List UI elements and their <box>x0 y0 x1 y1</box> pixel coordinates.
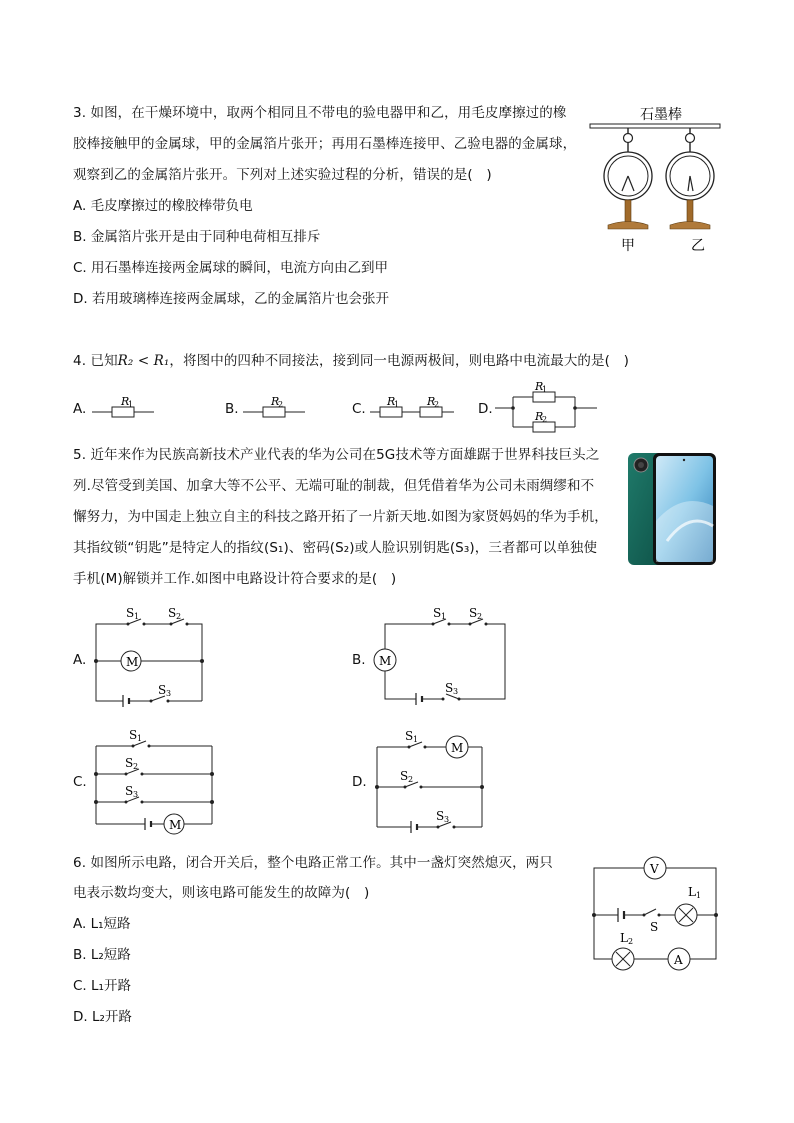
r2-sub: 2 <box>434 400 440 409</box>
svg-text:1: 1 <box>696 891 702 900</box>
q6-option-b[interactable]: B. L₂短路 <box>73 947 131 963</box>
q3-option-a[interactable]: A. 毛皮摩擦过的橡胶棒带负电 <box>73 198 253 214</box>
svg-text:2: 2 <box>628 937 634 946</box>
switch-label: S <box>650 920 659 934</box>
svg-text:1: 1 <box>134 612 140 621</box>
s1-label: S <box>433 606 442 620</box>
s2-label: S <box>125 756 134 770</box>
q6-option-c[interactable]: C. L₁开路 <box>73 978 131 994</box>
s1-label: S <box>129 728 138 742</box>
q6-stem-line-2: 电表示数均变大，则该电路可能发生的故障为( ) <box>73 885 370 901</box>
svg-text:3: 3 <box>133 790 139 799</box>
svg-text:1: 1 <box>441 612 447 621</box>
q6-stem-line-1: 6. 如图所示电路，闭合开关后，整个电路正常工作。其中一盏灯突然熄灭，两只 <box>73 855 553 871</box>
q3-stem-line-2: 胶棒接触甲的金属球，甲的金属箔片张开；再用石墨棒连接甲、乙验电器的金属球， <box>73 136 577 152</box>
q5-stem-line-3: 懈努力，为中国走上独立自主的科技之路开拓了一片新天地.如图为家贤妈妈的华为手机， <box>73 509 608 525</box>
q4-option-c-diagram <box>370 392 454 422</box>
r2-sub: 2 <box>278 400 284 409</box>
motor-label: M <box>451 741 464 755</box>
q3-stem-line-1: 3. 如图，在干燥环境中，取两个相同且不带电的验电器甲和乙，用毛皮摩擦过的橡 <box>73 105 567 121</box>
motor-label: M <box>126 655 139 669</box>
q4-stem <box>73 351 629 371</box>
r2-label: R <box>271 395 280 408</box>
r1-sub: 1 <box>542 385 548 394</box>
r2-label: R <box>427 395 436 408</box>
svg-text:2: 2 <box>176 612 182 621</box>
svg-text:1: 1 <box>413 735 419 744</box>
graphite-rod-label: 石墨棒 <box>640 107 682 123</box>
q4-option-a-letter[interactable]: A. <box>73 401 87 417</box>
q4-option-a-diagram <box>92 392 156 422</box>
l2-label: L <box>620 931 628 945</box>
electroscope-jia <box>604 128 652 229</box>
q5-stem-line-1: 5. 近年来作为民族高新技术产业代表的华为公司在5G技术等方面雄踞于世界科技巨头之 <box>73 447 600 463</box>
q5-stem-line-2: 列.尽管受到美国、加拿大等不公平、无端可耻的制裁，但凭借着华为公司未雨绸缪和不 <box>73 478 595 494</box>
q5-option-d-letter[interactable]: D. <box>352 774 367 790</box>
s3-label: S <box>436 809 445 823</box>
r2-label: R <box>535 410 544 423</box>
s3-label: S <box>125 784 134 798</box>
svg-text:2: 2 <box>477 612 483 621</box>
svg-text:3: 3 <box>453 687 459 696</box>
svg-text:1: 1 <box>137 734 143 743</box>
s3-label: S <box>158 683 167 697</box>
r1-sub: 1 <box>128 400 134 409</box>
q5-option-b-letter[interactable]: B. <box>352 652 366 668</box>
q4-stem-prefix: 4. 已知 <box>73 353 118 369</box>
ammeter-label: A <box>674 953 683 967</box>
q4-stem-math: R₂ < R₁ <box>117 353 170 369</box>
q5-stem-line-4: 其指纹锁“钥匙”是特定人的指纹(S₁)、密码(S₂)或人脸识别钥匙(S₃)，三者都可以单独使 <box>73 540 598 556</box>
svg-text:2: 2 <box>408 775 414 784</box>
label-yi: 乙 <box>691 238 705 254</box>
q4-option-b-diagram <box>243 392 307 422</box>
motor-label: M <box>379 654 392 668</box>
svg-text:3: 3 <box>166 689 172 698</box>
r1-sub: 1 <box>394 400 400 409</box>
q6-circuit <box>590 851 722 973</box>
q6-option-a[interactable]: A. L₁短路 <box>73 916 131 932</box>
q4-option-c-letter[interactable]: C. <box>352 401 366 417</box>
q4-option-d-diagram <box>495 378 599 436</box>
s1-label: S <box>405 729 414 743</box>
q3-option-c[interactable]: C. 用石墨棒连接两金属球的瞬间，电流方向由乙到甲 <box>73 260 389 276</box>
q6-option-d[interactable]: D. L₂开路 <box>73 1009 132 1025</box>
electroscope-yi <box>666 128 714 229</box>
s3-label: S <box>445 681 454 695</box>
q5-option-c-letter[interactable]: C. <box>73 774 87 790</box>
q5-option-a-letter[interactable]: A. <box>73 652 87 668</box>
graphite-rod <box>590 124 720 128</box>
q5-option-b-circuit <box>373 603 509 707</box>
voltmeter-label: V <box>650 862 659 876</box>
q5-option-d-circuit <box>374 725 486 833</box>
s2-label: S <box>469 606 478 620</box>
q5-option-a-circuit <box>93 603 205 709</box>
q3-option-b[interactable]: B. 金属箔片张开是由于同种电荷相互排斥 <box>73 229 321 245</box>
svg-text:2: 2 <box>133 762 139 771</box>
svg-text:3: 3 <box>444 815 450 824</box>
s1-label: S <box>126 606 135 620</box>
q4-option-b-letter[interactable]: B. <box>225 401 239 417</box>
l1-label: L <box>688 885 696 899</box>
electroscope-figure <box>588 100 724 260</box>
huawei-phone-image <box>627 451 718 567</box>
r1-label: R <box>387 395 396 408</box>
r2-sub: 2 <box>542 415 548 424</box>
q4-stem-suffix: ，将图中的四种不同接法，接到同一电源两极间，则电路中电流最大的是( ) <box>169 353 629 369</box>
s2-label: S <box>400 769 409 783</box>
q3-option-d[interactable]: D. 若用玻璃棒连接两金属球，乙的金属箔片也会张开 <box>73 291 389 307</box>
q5-stem-line-5: 手机(M)解锁并工作.如图中电路设计符合要求的是( ) <box>73 571 397 587</box>
label-jia: 甲 <box>621 238 635 254</box>
motor-label: M <box>169 818 182 832</box>
s2-label: S <box>168 606 177 620</box>
q5-option-c-circuit <box>93 725 217 833</box>
q3-stem-line-3: 观察到乙的金属箔片张开。下列对上述实验过程的分析，错误的是( ) <box>73 167 492 183</box>
r1-label: R <box>121 395 130 408</box>
r1-label: R <box>535 380 544 393</box>
q4-option-d-letter[interactable]: D. <box>478 401 493 417</box>
